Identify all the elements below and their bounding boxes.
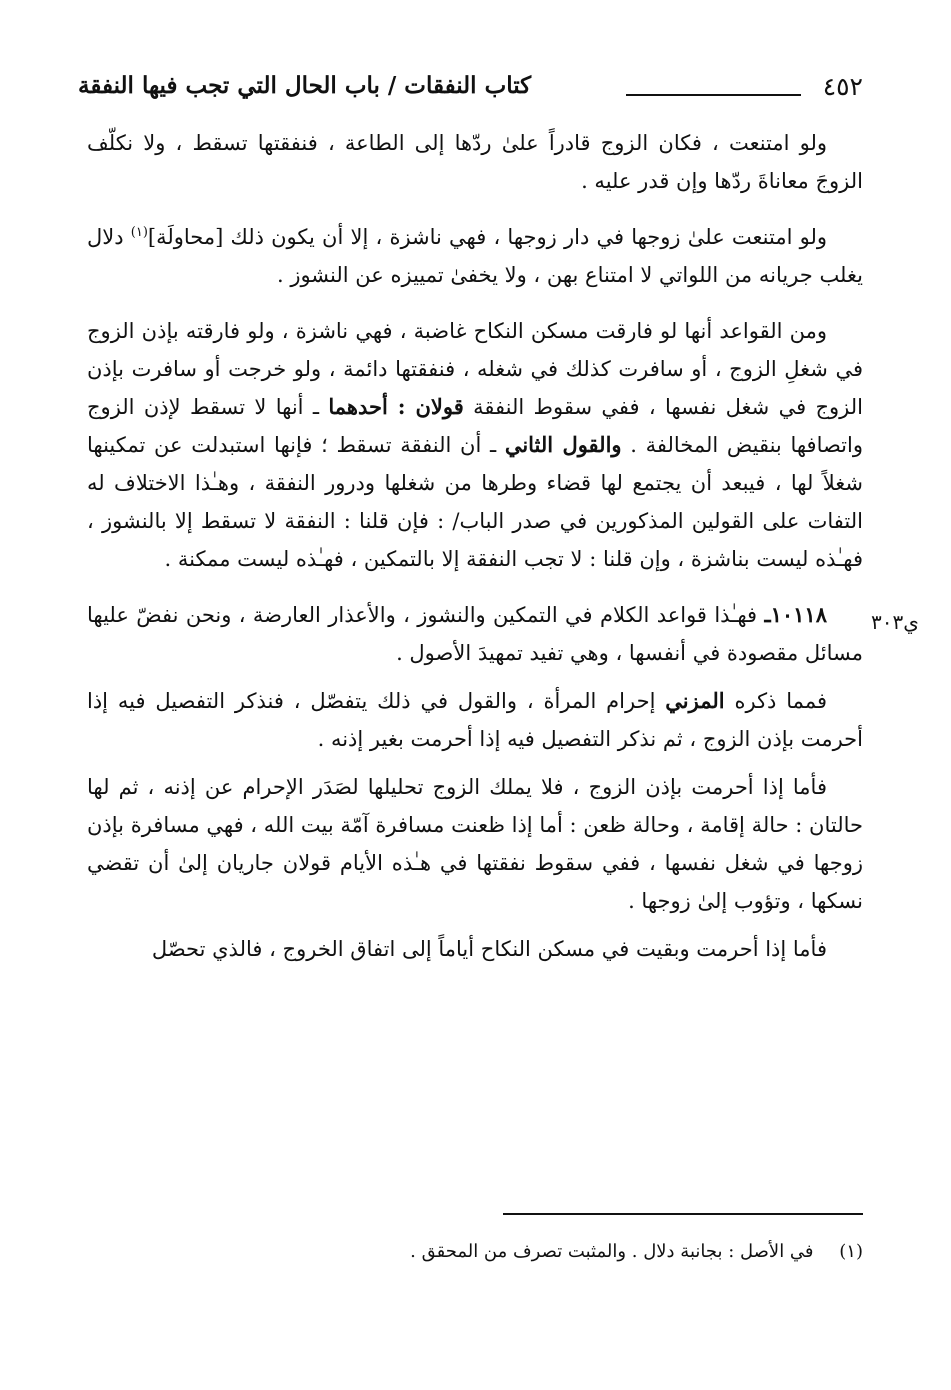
bold-term: المزني [665,688,725,713]
page-header [78,70,863,110]
page-number: ٤٥٢ [822,72,863,101]
running-title: كتاب النفقات / باب الحال التي تجب فيها النفقة [78,72,532,99]
paragraph-text: فهـٰذا قواعد الكلام في التمكين والنشوز ، والأعذار العارضة ، ونحن نفضّ عليها مسائل مقصودة في أنفسها ، وهي تفيد تمهيدَ الأصول . [87,603,863,665]
main-text [87,124,863,978]
paragraph-text: إحرام المرأة ، والقول في ذلك يتفصّل ، فنذكر التفصيل فيه إذا أحرمت بإذن الزوج ، ثم نذكر التفصيل فيه إذا أحرمت بغير إذنه . [87,689,863,751]
paragraph-3 [87,312,863,578]
paragraph-text: ـ أن النفقة تسقط ؛ فإنها استبدلت عن تمكينها شغلاً لها ، فيبعد أن يجتمع لها قضاء وطرها من شغلها ودرور النفقة ، وهـٰذا الاختلاف له التفات على القولين المذكورين في صدر الباب/ : فإن قلنا : النفقة لا تسقط إلا بالنشوز ، فهـٰذه ليست بناشزة ، وإن قلنا : لا تجب النفقة إلا بالتمكين ، فهـٰذه ليست ممكنة . [87,433,863,571]
margin-manuscript-ref: ي٣٠٣ [871,610,919,634]
paragraph-text: ولو امتنعت علىٰ زوجها في دار زوجها ، فهي ناشزة ، إلا أن يكون ذلك [محاولَة] [147,225,827,249]
paragraph-text: ومن القواعد أنها لو فارقت مسكن النكاح غاضبة ، فهي ناشزة ، ولو فارقته بإذن الزوج في شغلِ الزوج ، أو سافرت كذلك في شغله ، فنفقتها دائمة ، ولو خرجت أو سافرت بإذن الزوج في شغل نفسها ، ففي سقوط النفقة [87,319,863,419]
footnote [87,1238,863,1266]
footnote-text: في الأصل : بجانبة دلال . والمثبت تصرف من المحقق . [410,1241,814,1262]
paragraph-text: فمما ذكره [724,689,827,713]
section-number: ١٠١١٨ـ [764,602,827,627]
footnote-divider [503,1213,863,1215]
paragraph-5 [87,682,863,758]
paragraph-7 [87,930,863,968]
paragraph-text: ولو امتنعت ، فكان الزوج قادراً علىٰ ردّها إلى الطاعة ، فنفقتها تسقط ، ولا نكلّف الزوجَ معاناةَ ردّها وإن قدر عليه . [87,131,863,193]
paragraph-text: دلال يغلب جريانه من اللواتي لا امتناع بهن ، ولا يخفىٰ تمييزه عن النشوز . [87,225,863,287]
paragraph-2 [87,218,863,294]
paragraph-6 [87,768,863,920]
bold-term: والقول الثاني [504,432,622,457]
paragraph-text: فأما إذا أحرمت وبقيت في مسكن النكاح أياماً إلى اتفاق الخروج ، فالذي تحصّل [151,937,827,961]
paragraph-1 [87,124,863,200]
footnote-number: (١) [839,1241,863,1262]
paragraph-text: فأما إذا أحرمت بإذن الزوج ، فلا يملك الزوج تحليلها لصَدَر الإحرام عن إذنه ، ثم لها حالتان : حالة إقامة ، وحالة ظعن : أما إذا ظعنت مسافرة آمّة بيت الله ، فهي مسافرة بإذن زوجها في شغل نفسها ، ففي سقوط نفقتها في هـٰذه الأيام قولان جاريان إلىٰ أن تقضي نسكها ، وتؤوب إلىٰ زوجها . [87,775,863,913]
footnote-ref: (١) [130,225,148,240]
paragraph-4 [87,596,863,672]
paragraph-text: ـ أنها لا تسقط لإذن الزوج واتصافها بنقيض المخالفة . [87,395,863,457]
header-rule [626,94,801,96]
bold-term: قولان : أحدهما [328,394,464,419]
